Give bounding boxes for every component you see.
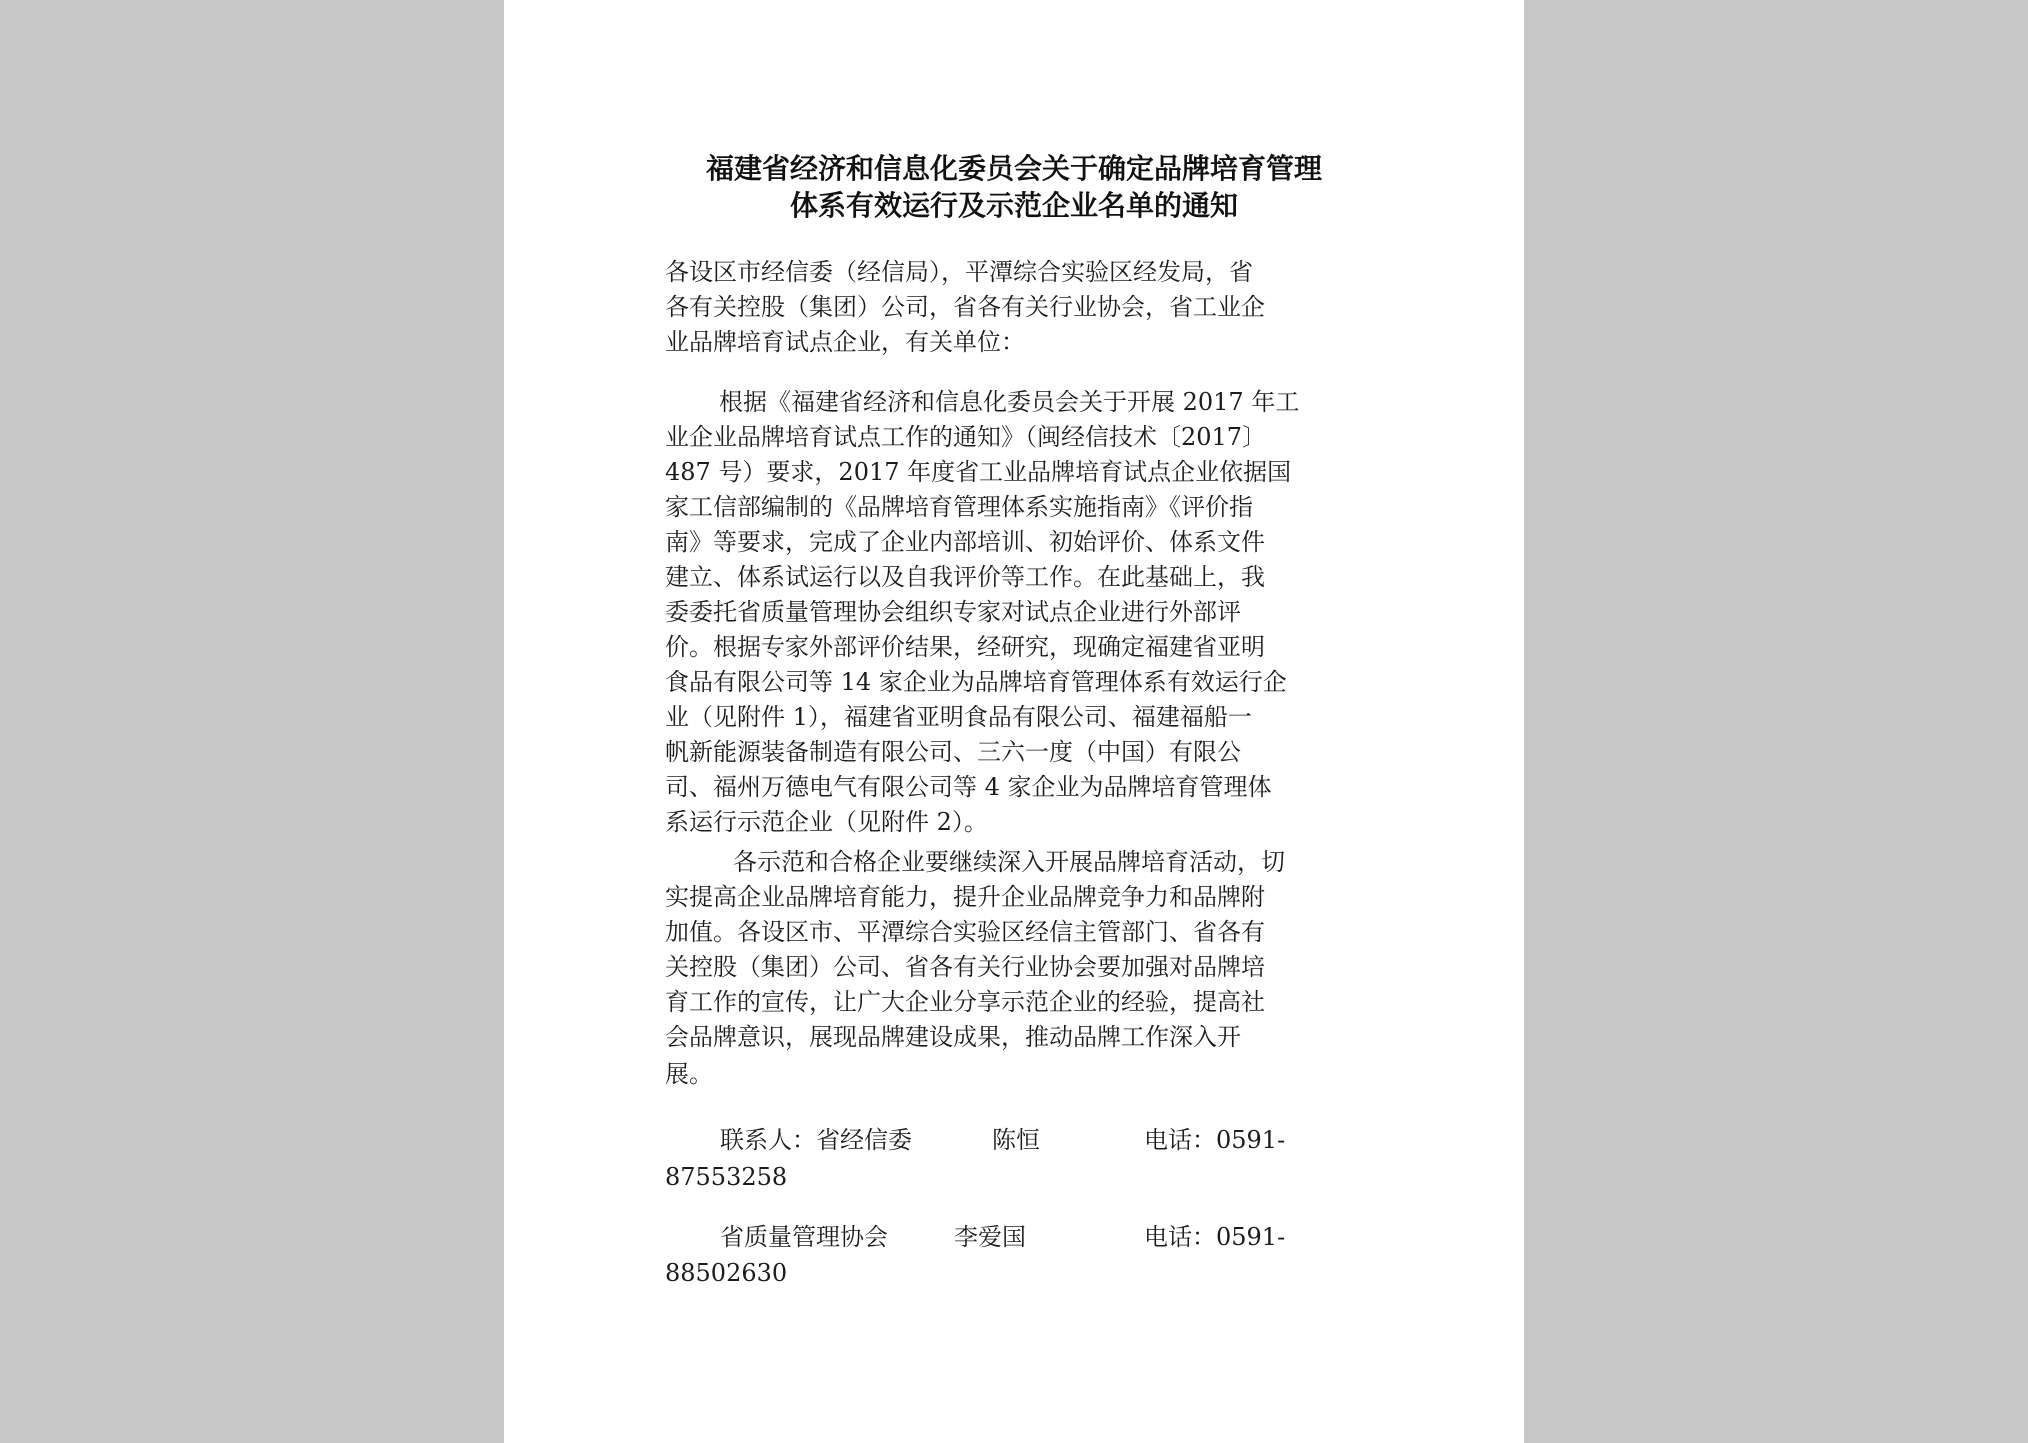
contact1-phone-number: 87553258 — [665, 1163, 788, 1191]
paragraph1-line-6: 建立、体系试运行以及自我评价等工作。在此基础上，我 — [665, 563, 1265, 591]
addressee-line-3: 业品牌培育试点企业，有关单位： — [665, 328, 1025, 356]
paragraph1-line-5: 南》等要求，完成了企业内部培训、初始评价、体系文件 — [665, 528, 1265, 556]
contact2-name: 李爱国 — [954, 1223, 1026, 1251]
paragraph2-line-2: 实提高企业品牌培育能力，提升企业品牌竞争力和品牌附 — [665, 883, 1265, 911]
document-title-line-2: 体系有效运行及示范企业名单的通知 — [789, 189, 1238, 222]
contact1-label: 联系人：省经信委 — [720, 1126, 912, 1154]
paragraph2-line-7: 展。 — [665, 1060, 713, 1088]
paragraph1-line-2: 业企业品牌培育试点工作的通知》（闽经信技术〔2017〕 — [665, 423, 1267, 451]
paragraph1-line-12: 司、福州万德电气有限公司等 4 家企业为品牌培育管理体 — [665, 773, 1272, 801]
addressee-line-2: 各有关控股（集团）公司，省各有关行业协会，省工业企 — [665, 293, 1265, 321]
contact2-phone: 电话：0591- — [1144, 1223, 1286, 1251]
paragraph2-line-3: 加值。各设区市、平潭综合实验区经信主管部门、省各有 — [665, 918, 1265, 946]
paragraph1-line-4: 家工信部编制的《品牌培育管理体系实施指南》《评价指 — [665, 493, 1253, 521]
paragraph1-line-10: 业（见附件 1），福建省亚明食品有限公司、福建福船一 — [665, 703, 1252, 731]
paragraph1-line-8: 价。根据专家外部评价结果，经研究，现确定福建省亚明 — [665, 633, 1265, 661]
contact1-name: 陈恒 — [992, 1126, 1040, 1154]
paragraph1-line-9: 食品有限公司等 14 家企业为品牌培育管理体系有效运行企 — [665, 668, 1287, 696]
paragraph1-line-1: 根据《福建省经济和信息化委员会关于开展 2017 年工 — [719, 388, 1300, 416]
paragraph2-line-6: 会品牌意识，展现品牌建设成果，推动品牌工作深入开 — [665, 1023, 1241, 1051]
paragraph2-line-4: 关控股（集团）公司、省各有关行业协会要加强对品牌培 — [665, 953, 1265, 981]
contact2-org: 省质量管理协会 — [720, 1223, 888, 1251]
paragraph1-line-11: 帆新能源装备制造有限公司、三六一度（中国）有限公 — [665, 738, 1241, 766]
addressee-line-1: 各设区市经信委（经信局），平潭综合实验区经发局，省 — [665, 258, 1253, 286]
document-title-line-1: 福建省经济和信息化委员会关于确定品牌培育管理 — [705, 152, 1322, 185]
paragraph2-line-1: 各示范和合格企业要继续深入开展品牌培育活动，切 — [733, 848, 1285, 876]
paragraph1-line-13: 系运行示范企业（见附件 2）。 — [665, 808, 988, 836]
paragraph1-line-7: 委委托省质量管理协会组织专家对试点企业进行外部评 — [665, 598, 1241, 626]
paragraph1-line-3: 487 号）要求，2017 年度省工业品牌培育试点企业依据国 — [665, 458, 1292, 486]
contact2-phone-number: 88502630 — [665, 1259, 788, 1287]
paragraph2-line-5: 育工作的宣传，让广大企业分享示范企业的经验，提高社 — [665, 988, 1265, 1016]
contact1-phone: 电话：0591- — [1144, 1126, 1286, 1154]
document-page — [504, 0, 1524, 1443]
